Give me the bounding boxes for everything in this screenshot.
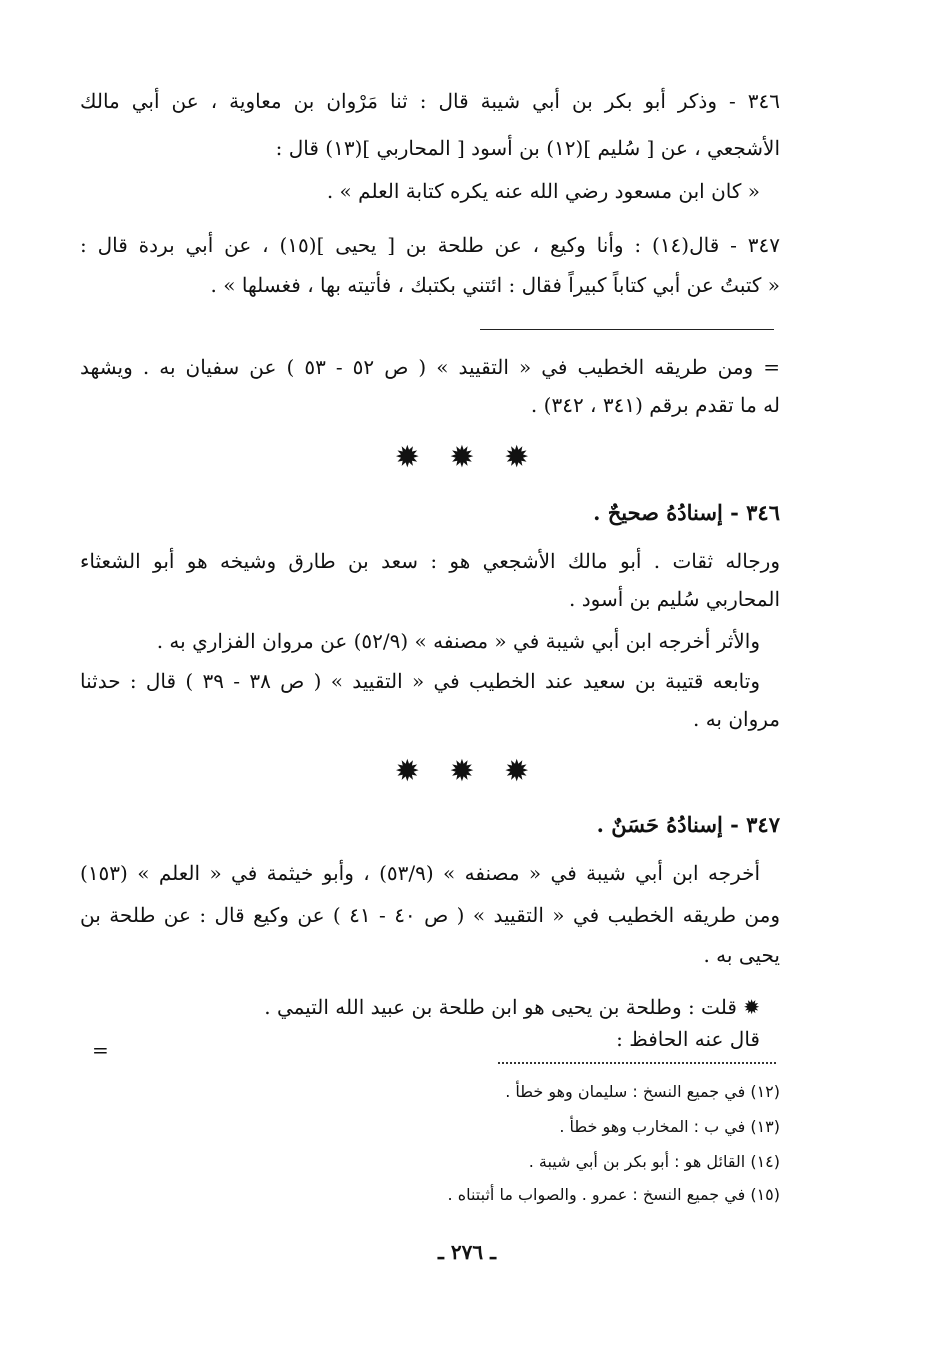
main-text-line-1: ٣٤٦ - وذكر أبو بكر بن أبي شيبة قال : ثنا مَرْوان بن معاوية ، عن أبي مالك xyxy=(80,89,780,113)
section-346-line-5: مروان به . xyxy=(692,707,780,731)
section-346-line-4: وتابعه قتيبة بن سعيد عند الخطيب في « التقييد » ( ص ٣٨ - ٣٩ ) قال : حدثنا xyxy=(80,669,761,693)
section-separator-1: ✹ ✹ ✹ xyxy=(394,440,540,475)
footnote-13: (١٣) في ب : المخارب وهو خطأ . xyxy=(559,1117,780,1136)
section-347-line-1: أخرجه ابن أبي شيبة في « مصنفه » (٥٣/٩) ، وأبو خيثمة في « العلم » (١٥٣) xyxy=(80,861,761,885)
main-text-quote-2: « كتبتُ عن أبي كتاباً كبيراً فقال : ائتني بكتبك ، فأتيته بها ، فغسلها » . xyxy=(210,273,780,297)
section-346-line-3: والأثر أخرجه ابن أبي شيبة في « مصنفه » (٥٢/٩) عن مروان الفزاري به . xyxy=(156,629,760,653)
continuation-mark: = xyxy=(92,1038,109,1062)
section-347-heading: ٣٤٧ - إسنادُهُ حَسَنٌ . xyxy=(596,812,780,837)
section-347-line-5: قال عنه الحافظ : xyxy=(616,1027,760,1051)
section-separator-2: ✹ ✹ ✹ xyxy=(394,754,540,789)
section-346-line-2: المحاربي سُليم بن أسود . xyxy=(569,587,780,611)
commentary-line-1: = ومن طريقه الخطيب في « التقييد » ( ص ٥٢ - ٥٣ ) عن سفيان به . ويشهد xyxy=(80,355,780,379)
section-347-line-3: يحيى به . xyxy=(703,943,780,967)
main-text-line-4: ٣٤٧ - قال(١٤) : وأنا وكيع ، عن طلحة بن [ يحيى ](١٥) ، عن أبي بردة قال : xyxy=(80,233,780,257)
footnote-14: (١٤) القائل هو : أبو بكر بن أبي شيبة . xyxy=(528,1152,780,1171)
commentary-line-2: له ما تقدم برقم (٣٤١ ، ٣٤٢) . xyxy=(530,393,780,417)
section-347-line-2: ومن طريقه الخطيب في « التقييد » ( ص ٤٠ - ٤١ ) عن وكيع قال : عن طلحة بن xyxy=(80,903,780,927)
section-346-line-1: ورجاله ثقات . أبو مالك الأشجعي هو : سعد بن طارق وشيخه هو أبو الشعثاء xyxy=(80,549,780,573)
main-text-line-2: الأشجعي ، عن [ سُليم ](١٢) بن أسود [ المحاربي ](١٣) قال : xyxy=(275,136,780,160)
separator-rule xyxy=(480,329,774,330)
page-number: ـ ٢٧٦ ـ xyxy=(438,1240,496,1264)
section-347-line-4: ✹ قلت : وطلحة بن يحيى هو ابن طلحة بن عبيد الله التيمي . xyxy=(264,995,760,1019)
section-346-heading: ٣٤٦ - إسنادُهُ صحيحٌ . xyxy=(593,500,780,525)
footnote-12: (١٢) في جميع النسخ : سليمان وهو خطأ . xyxy=(505,1082,780,1101)
footnote-15: (١٥) في جميع النسخ : عمرو . والصواب ما أثبتناه . xyxy=(447,1185,780,1204)
footnote-separator xyxy=(498,1062,776,1064)
main-text-quote-1: « كان ابن مسعود رضي الله عنه يكره كتابة العلم » . xyxy=(326,179,760,203)
